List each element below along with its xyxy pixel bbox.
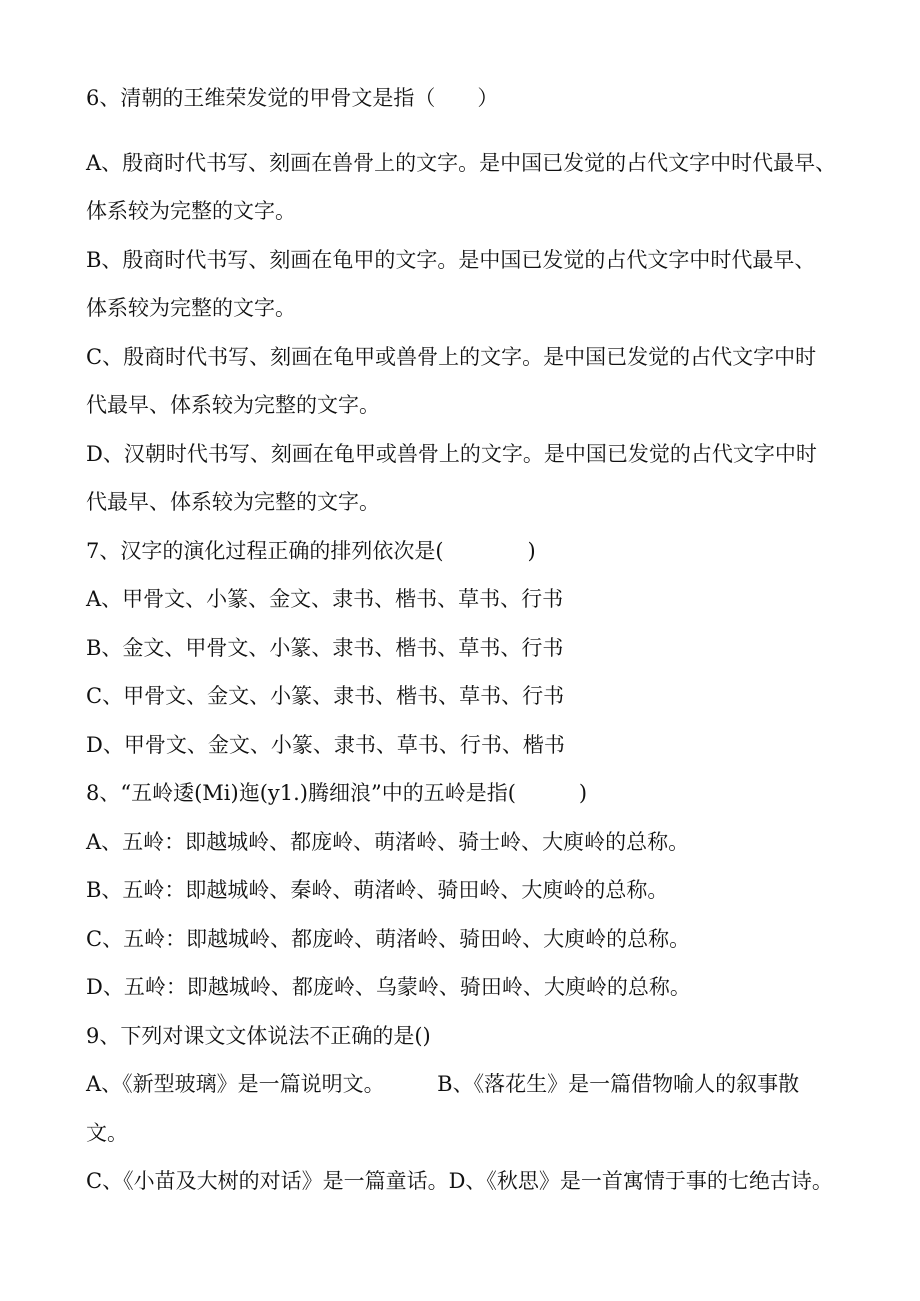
question-9-line-3: C、《小苗及大树的对话》是一篇童话。D、《秋思》是一首寓情于事的七绝古诗。 [86, 1169, 833, 1193]
question-6-option-c-line-2: 代最早、体系较为完整的文字。 [86, 393, 380, 417]
question-9-line-2: 文。 [86, 1120, 128, 1145]
question-6-option-b-line-1: B、殷商时代书写、刻画在龟甲的文字。是中国已发觉的占代文字中时代最早、 [86, 247, 816, 272]
question-6-option-b-line-2: 体系较为完整的文字。 [86, 296, 296, 320]
question-8-option-c: C、五岭：即越城岭、都庞岭、萌渚岭、骑田岭、大庾岭的总称。 [86, 926, 691, 951]
question-7-option-b: B、金文、甲骨文、小篆、隶书、楷书、草书、行书 [86, 635, 564, 660]
question-9-line-1: A、《新型玻璃》是一篇说明文。 B、《落花生》是一篇借物喻人的叙事散 [86, 1072, 800, 1096]
spacer [86, 123, 886, 139]
document-page [86, 74, 886, 1206]
question-8-stem: 8、“五岭逶(Mi)迤(y1.)腾细浪”中的五岭是指( ) [86, 781, 588, 805]
question-7-option-a: A、甲骨文、小篆、金文、隶书、楷书、草书、行书 [86, 587, 564, 611]
question-6-option-a-line-2: 体系较为完整的文字。 [86, 199, 296, 223]
question-7-stem: 7、汉字的演化过程正确的排列依次是( ) [86, 538, 536, 563]
question-8-option-b: B、五岭：即越城岭、秦岭、萌渚岭、骑田岭、大庾岭的总称。 [86, 878, 669, 902]
question-6-stem: 6、清朝的王维荣发觉的甲骨文是指（ ） [86, 86, 499, 110]
question-9-stem: 9、下列对课文文体说法不正确的是() [86, 1023, 431, 1048]
question-8-option-d: D、五岭：即越城岭、都庞岭、乌蒙岭、骑田岭、大庾岭的总称。 [86, 975, 691, 999]
question-7-option-c: C、甲骨文、金文、小篆、隶书、楷书、草书、行书 [86, 684, 565, 708]
question-6-option-c-line-1: C、殷商时代书写、刻画在龟甲或兽骨上的文字。是中国已发觉的占代文字中时 [86, 344, 817, 369]
question-8-option-a: A、五岭：即越城岭、都庞岭、萌渚岭、骑士岭、大庾岭的总称。 [86, 829, 690, 854]
question-7-option-d: D、甲骨文、金文、小篆、隶书、草书、行书、楷书 [86, 732, 565, 757]
question-6-option-d-line-1: D、汉朝时代书写、刻画在龟甲或兽骨上的文字。是中国已发觉的占代文字中时 [86, 441, 817, 466]
question-6-option-a-line-1: A、殷商时代书写、刻画在兽骨上的文字。是中国已发觉的占代文字中时代最早、 [86, 150, 837, 175]
question-6-option-d-line-2: 代最早、体系较为完整的文字。 [86, 490, 380, 514]
